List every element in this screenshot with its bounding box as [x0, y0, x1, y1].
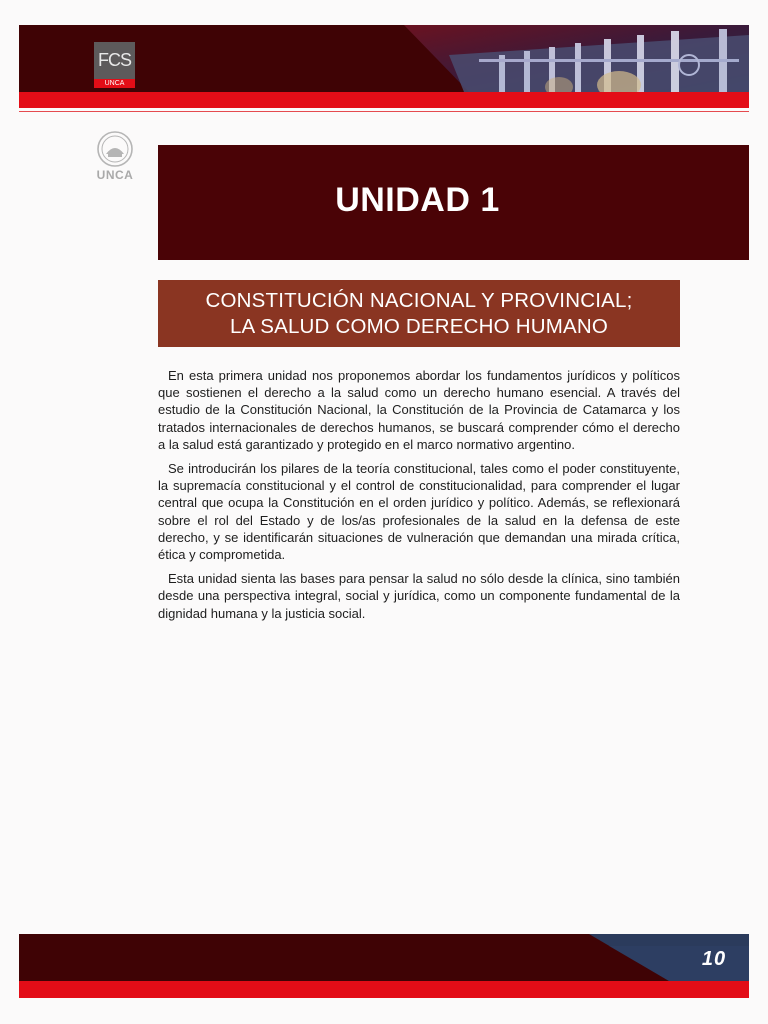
page-number: 10 [701, 948, 727, 970]
footer-red-stripe [19, 981, 749, 998]
fcs-logo [94, 42, 135, 88]
footer-banner [19, 934, 749, 981]
unit-banner [158, 145, 749, 260]
header-red-stripe [19, 92, 749, 108]
unca-label: UNCA [96, 168, 134, 182]
logo-main-text: FCS [94, 42, 135, 79]
unit-title: UNIDAD 1 [335, 181, 500, 219]
subtitle-line-2: LA SALUD COMO DERECHO HUMANO [229, 314, 609, 338]
header-banner [19, 25, 749, 92]
header-thin-line [19, 111, 749, 112]
paragraph-3: Esta unidad sienta las bases para pensar la salud no sólo desde la clínica, sino también desde una perspectiva integral, social y jurídica, como un componente fundamental de la dignidad humana y la justicia social. [158, 571, 680, 621]
logo-sub-text: UNCA [94, 79, 135, 88]
footer-blue-wedge [19, 934, 749, 981]
paragraph-2: Se introducirán los pilares de la teoría constitucional, tales como el poder constituyente, la supremacía constitucional y el control de constitucionalidad, para comprender el lugar central que ocupa la Constitución en el orden jurídico y político. Además, se reflexionará sobre el rol del Estado y de los/as profesionales de la salud en la defensa de este derecho, y se identificarán situaciones de vulneración que demandan una mirada crítica, ética y comprometida. [158, 461, 680, 563]
paragraph-1: En esta primera unidad nos proponemos abordar los fundamentos jurídicos y políticos que sostienen el derecho a la salud como un derecho humano esencial. A través del estudio de la Constitución Nacional, la Constitución de la Provincia de Catamarca y los tratados internacionales de derechos humanos, se buscará comprender cómo el derecho a la salud está garantizado y protegido en el marco normativo argentino. [158, 368, 680, 452]
body-text [158, 367, 680, 629]
subtitle-line-1: CONSTITUCIÓN NACIONAL Y PROVINCIAL; [205, 288, 633, 312]
subtitle-box [158, 280, 680, 347]
unca-seal-icon [96, 130, 134, 168]
